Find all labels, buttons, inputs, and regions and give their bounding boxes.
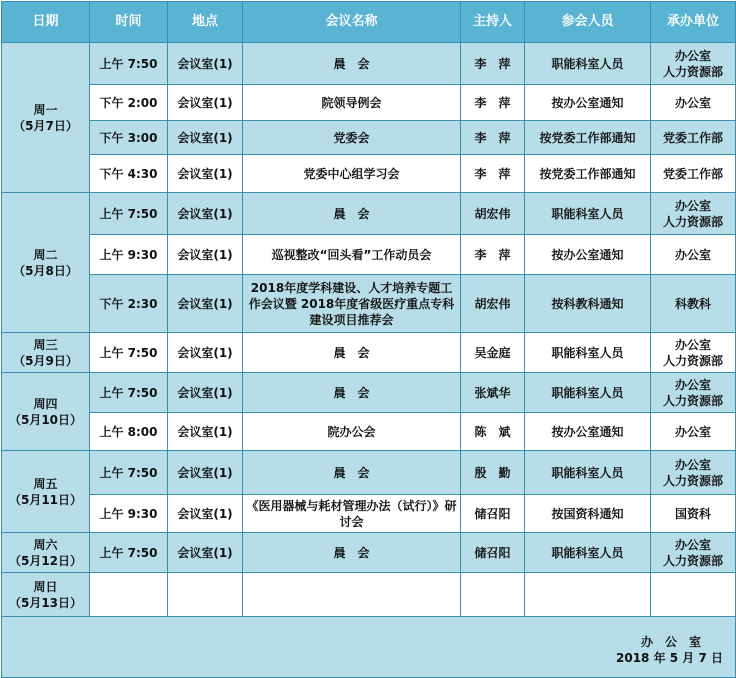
place-cell: 会议室(1) — [168, 373, 243, 413]
meeting-name-cell: 党委中心组学习会 — [243, 155, 461, 193]
time-cell: 上午 7:50 — [90, 451, 168, 495]
place-cell: 会议室(1) — [168, 155, 243, 193]
host-cell: 张斌华 — [461, 373, 525, 413]
meeting-name-cell: 晨 会 — [243, 333, 461, 373]
host-cell: 储召阳 — [461, 495, 525, 533]
place-cell: 会议室(1) — [168, 43, 243, 85]
meeting-name-cell: 晨 会 — [243, 533, 461, 573]
table-row — [2, 235, 736, 275]
place-cell: 会议室(1) — [168, 193, 243, 235]
time-cell: 上午 7:50 — [90, 333, 168, 373]
header-host: 主持人 — [461, 2, 525, 43]
attendees-cell: 按科教科通知 — [525, 275, 651, 333]
header-organizer: 承办单位 — [651, 2, 736, 43]
place-cell: 会议室(1) — [168, 121, 243, 155]
table-row — [2, 451, 736, 495]
host-cell: 李 萍 — [461, 235, 525, 275]
meeting-name-cell: 院办公会 — [243, 413, 461, 451]
meeting-name-cell: 晨 会 — [243, 451, 461, 495]
organizer-cell: 国资科 — [651, 495, 736, 533]
host-cell: 李 萍 — [461, 43, 525, 85]
time-cell: 下午 4:30 — [90, 155, 168, 193]
meeting-name-cell — [243, 573, 461, 617]
header-attendees: 参会人员 — [525, 2, 651, 43]
host-cell: 李 萍 — [461, 121, 525, 155]
place-cell: 会议室(1) — [168, 85, 243, 121]
header-row — [2, 2, 736, 43]
organizer-cell: 办公室 — [651, 413, 736, 451]
meeting-name-cell: 《医用器械与耗材管理办法（试行）》研讨会 — [243, 495, 461, 533]
organizer-cell: 党委工作部 — [651, 121, 736, 155]
table-row — [2, 533, 736, 573]
time-cell: 上午 7:50 — [90, 533, 168, 573]
attendees-cell: 按办公室通知 — [525, 235, 651, 275]
table-row — [2, 121, 736, 155]
attendees-cell: 职能科室人员 — [525, 373, 651, 413]
schedule-body — [2, 43, 736, 617]
attendees-cell: 按党委工作部通知 — [525, 121, 651, 155]
organizer-cell: 办公室 人力资源部 — [651, 333, 736, 373]
host-cell: 殷 勤 — [461, 451, 525, 495]
attendees-cell: 职能科室人员 — [525, 533, 651, 573]
day-cell: 周四 （5月10日） — [2, 373, 90, 451]
place-cell: 会议室(1) — [168, 413, 243, 451]
time-cell: 上午 8:00 — [90, 413, 168, 451]
place-cell: 会议室(1) — [168, 451, 243, 495]
meeting-name-cell: 巡视整改“回头看”工作动员会 — [243, 235, 461, 275]
place-cell: 会议室(1) — [168, 495, 243, 533]
header-place: 地点 — [168, 2, 243, 43]
attendees-cell: 职能科室人员 — [525, 333, 651, 373]
header-time: 时间 — [90, 2, 168, 43]
host-cell — [461, 573, 525, 617]
table-row — [2, 413, 736, 451]
organizer-cell — [651, 573, 736, 617]
place-cell: 会议室(1) — [168, 275, 243, 333]
header-meeting-name: 会议名称 — [243, 2, 461, 43]
table-row — [2, 155, 736, 193]
day-cell: 周六 （5月12日） — [2, 533, 90, 573]
attendees-cell: 职能科室人员 — [525, 451, 651, 495]
table-row — [2, 193, 736, 235]
attendees-cell — [525, 573, 651, 617]
day-cell: 周三 （5月9日） — [2, 333, 90, 373]
host-cell: 李 萍 — [461, 155, 525, 193]
time-cell: 下午 3:00 — [90, 121, 168, 155]
footer-cell — [2, 617, 736, 678]
day-cell: 周二 （5月8日） — [2, 193, 90, 333]
attendees-cell: 职能科室人员 — [525, 43, 651, 85]
table-row — [2, 373, 736, 413]
organizer-cell: 办公室 人力资源部 — [651, 373, 736, 413]
attendees-cell: 按办公室通知 — [525, 85, 651, 121]
place-cell: 会议室(1) — [168, 333, 243, 373]
place-cell: 会议室(1) — [168, 533, 243, 573]
host-cell: 储召阳 — [461, 533, 525, 573]
organizer-cell: 党委工作部 — [651, 155, 736, 193]
footer-date: 2018 年 5 月 7 日 — [616, 651, 723, 665]
day-cell: 周一 （5月7日） — [2, 43, 90, 193]
time-cell: 上午 9:30 — [90, 495, 168, 533]
table-row — [2, 43, 736, 85]
meeting-name-cell: 晨 会 — [243, 193, 461, 235]
meeting-name-cell: 晨 会 — [243, 43, 461, 85]
organizer-cell: 办公室 人力资源部 — [651, 43, 736, 85]
meeting-name-cell: 2018年度学科建设、人才培养专题工作会议暨 2018年度省级医疗重点专科建设项目推荐会 — [243, 275, 461, 333]
place-cell: 会议室(1) — [168, 235, 243, 275]
host-cell: 吴金庭 — [461, 333, 525, 373]
meeting-name-cell: 院领导例会 — [243, 85, 461, 121]
organizer-cell: 办公室 人力资源部 — [651, 533, 736, 573]
attendees-cell: 按办公室通知 — [525, 413, 651, 451]
meeting-name-cell: 党委会 — [243, 121, 461, 155]
time-cell: 下午 2:30 — [90, 275, 168, 333]
time-cell — [90, 573, 168, 617]
host-cell: 李 萍 — [461, 85, 525, 121]
organizer-cell: 办公室 人力资源部 — [651, 193, 736, 235]
attendees-cell: 职能科室人员 — [525, 193, 651, 235]
organizer-cell: 办公室 人力资源部 — [651, 451, 736, 495]
table-row — [2, 85, 736, 121]
time-cell: 上午 7:50 — [90, 193, 168, 235]
time-cell: 上午 9:30 — [90, 235, 168, 275]
day-cell: 周日 （5月13日） — [2, 573, 90, 617]
place-cell — [168, 573, 243, 617]
meeting-name-cell: 晨 会 — [243, 373, 461, 413]
table-row — [2, 573, 736, 617]
table-row — [2, 275, 736, 333]
day-cell: 周五 （5月11日） — [2, 451, 90, 533]
time-cell: 上午 7:50 — [90, 373, 168, 413]
table-row — [2, 333, 736, 373]
table-row — [2, 495, 736, 533]
footer-issuer: 办 公 室 — [640, 635, 701, 649]
meeting-schedule-table — [1, 1, 736, 678]
organizer-cell: 科教科 — [651, 275, 736, 333]
host-cell: 胡宏伟 — [461, 275, 525, 333]
organizer-cell: 办公室 — [651, 235, 736, 275]
attendees-cell: 按党委工作部通知 — [525, 155, 651, 193]
host-cell: 胡宏伟 — [461, 193, 525, 235]
attendees-cell: 按国资科通知 — [525, 495, 651, 533]
time-cell: 下午 2:00 — [90, 85, 168, 121]
footer-row — [2, 617, 736, 678]
organizer-cell: 办公室 — [651, 85, 736, 121]
header-date: 日期 — [2, 2, 90, 43]
host-cell: 陈 斌 — [461, 413, 525, 451]
time-cell: 上午 7:50 — [90, 43, 168, 85]
